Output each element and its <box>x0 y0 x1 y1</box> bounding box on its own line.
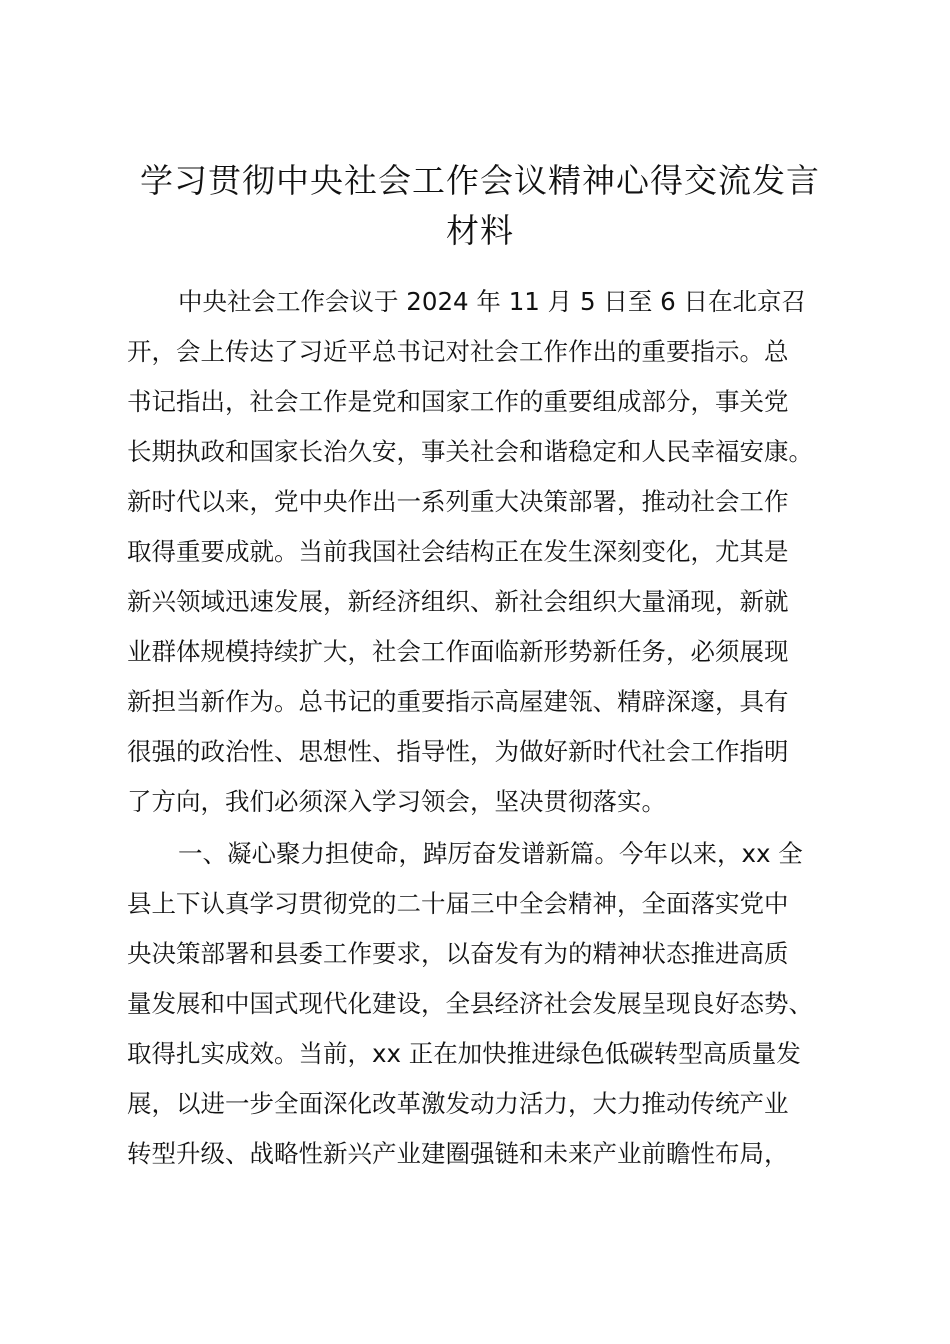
paragraph-line: 中央社会工作会议于 2024 年 11 月 5 日至 6 日在北京召 <box>178 287 807 316</box>
paragraph-line: 一、凝心聚力担使命，踔厉奋发谱新篇。今年以来，xx 全 <box>178 839 803 868</box>
paragraph-line: 转型升级、战略性新兴产业建圈强链和未来产业前瞻性布局， <box>127 1139 789 1168</box>
paragraph-line: 取得扎实成效。当前，xx 正在加快推进绿色低碳转型高质量发 <box>127 1039 801 1068</box>
paragraph-line: 量发展和中国式现代化建设，全县经济社会发展呈现良好态势、 <box>127 989 813 1018</box>
paragraph-line: 取得重要成就。当前我国社会结构正在发生深刻变化，尤其是 <box>127 537 789 566</box>
paragraph-line: 新时代以来，党中央作出一系列重大决策部署，推动社会工作 <box>127 487 789 516</box>
paragraph-line: 很强的政治性、思想性、指导性，为做好新时代社会工作指明 <box>127 737 789 766</box>
paragraph-line: 开，会上传达了习近平总书记对社会工作作出的重要指示。总 <box>127 337 789 366</box>
document-title-line-1: 学习贯彻中央社会工作会议精神心得交流发言 <box>140 161 820 200</box>
paragraph-line: 新兴领域迅速发展，新经济组织、新社会组织大量涌现，新就 <box>127 587 789 616</box>
paragraph-line: 央决策部署和县委工作要求，以奋发有为的精神状态推进高质 <box>127 939 789 968</box>
paragraph-line: 书记指出，社会工作是党和国家工作的重要组成部分，事关党 <box>127 387 789 416</box>
paragraph-line: 展，以进一步全面深化改革激发动力活力，大力推动传统产业 <box>127 1089 789 1118</box>
paragraph-line: 长期执政和国家长治久安，事关社会和谐稳定和人民幸福安康。 <box>127 437 813 466</box>
paragraph-line: 业群体规模持续扩大，社会工作面临新形势新任务，必须展现 <box>127 637 789 666</box>
paragraph-line: 县上下认真学习贯彻党的二十届三中全会精神，全面落实党中 <box>127 889 789 918</box>
paragraph-line: 新担当新作为。总书记的重要指示高屋建瓴、精辟深邃，具有 <box>127 687 789 716</box>
document-title-line-2: 材料 <box>446 211 514 250</box>
paragraph-line: 了方向，我们必须深入学习领会，坚决贯彻落实。 <box>127 787 666 816</box>
